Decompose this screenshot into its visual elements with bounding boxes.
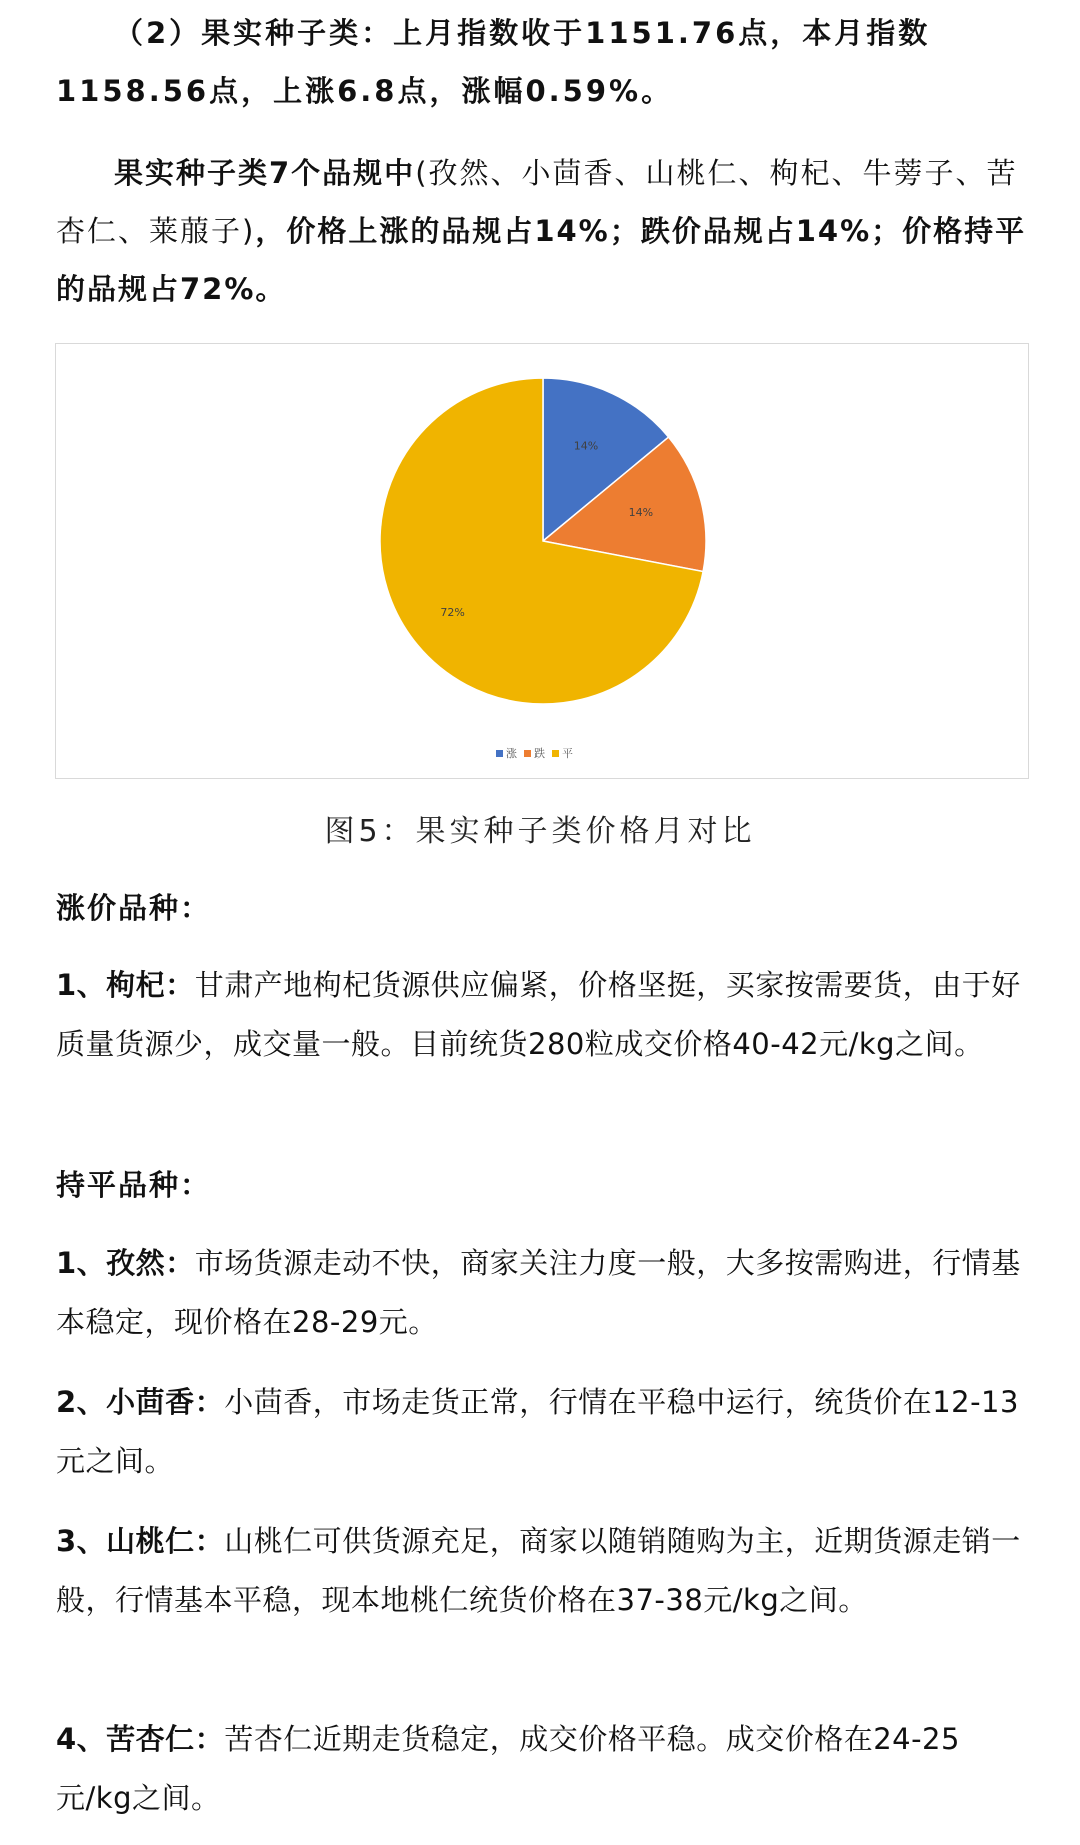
flat-item-xiaohuixiang bbox=[56, 1373, 1030, 1491]
legend-label-1: 涨 bbox=[506, 747, 517, 760]
rise-item-gouqi bbox=[56, 956, 1030, 1074]
category-lead-text: 果实种子类7个品规中 bbox=[114, 156, 416, 190]
legend-swatch-1 bbox=[496, 750, 503, 757]
price-change-pie-chart bbox=[55, 343, 1029, 779]
pie-chart-svg bbox=[56, 344, 1030, 780]
rise-section-heading: 涨价品种： bbox=[56, 891, 212, 925]
flat-item-kuxingren bbox=[56, 1710, 1030, 1828]
flat-item-label: 3、山桃仁： bbox=[56, 1524, 225, 1558]
category-breakdown-paragraph bbox=[56, 144, 1030, 318]
legend-swatch-2 bbox=[524, 750, 531, 757]
flat-item-text: 市场货源走动不快，商家关注力度一般，大多按需购进，行情基本稳定，现价格在28-29元。 bbox=[56, 1246, 1021, 1339]
flat-section-heading: 持平品种： bbox=[56, 1168, 212, 1202]
flat-item-ziran bbox=[56, 1234, 1030, 1352]
rise-item-label: 1、枸杞： bbox=[56, 968, 195, 1002]
rise-item-text: 甘肃产地枸杞货源供应偏紧，价格坚挺，买家按需要货，由于好质量货源少，成交量一般。目前统货280粒成交价格40-42元/kg之间。 bbox=[56, 968, 1021, 1061]
figure-caption: 图5：果实种子类价格月对比 bbox=[324, 814, 756, 849]
flat-item-text: 小茴香，市场走货正常，行情在平稳中运行，统货价在12-13元之间。 bbox=[56, 1385, 1019, 1478]
pie-data-label-1: 14% bbox=[573, 439, 599, 453]
legend-swatch-3 bbox=[552, 750, 559, 757]
flat-item-label: 2、小茴香： bbox=[56, 1385, 225, 1419]
flat-item-label: 1、孜然： bbox=[56, 1246, 195, 1280]
category-list-text: (孜然、小茴香、山桃仁、枸杞、牛蒡子、苦杏仁、莱菔子) bbox=[56, 156, 1018, 248]
legend-label-3: 平 bbox=[562, 747, 573, 760]
index-summary-paragraph bbox=[56, 4, 1030, 120]
category-share-text: ，价格上涨的品规占14%；跌价品规占14%；价格持平的品规占72%。 bbox=[56, 214, 1027, 306]
pie-data-label-3: 72% bbox=[440, 605, 465, 619]
flat-item-text: 山桃仁可供货源充足，商家以随销随购为主，近期货源走销一般，行情基本平稳，现本地桃仁统货价格在37-38元/kg之间。 bbox=[56, 1524, 1021, 1617]
pie-data-label-2: 14% bbox=[628, 505, 654, 519]
legend-label-2: 跌 bbox=[534, 747, 545, 760]
flat-item-label: 4、苦杏仁： bbox=[56, 1722, 225, 1756]
flat-item-shantaoren bbox=[56, 1512, 1030, 1630]
flat-item-text: 苦杏仁近期走货稳定，成交价格平稳。成交价格在24-25元/kg之间。 bbox=[56, 1722, 960, 1815]
index-summary-text: （2）果实种子类：上月指数收于1151.76点，本月指数1158.56点，上涨6.8点，涨幅0.59%。 bbox=[56, 16, 931, 108]
